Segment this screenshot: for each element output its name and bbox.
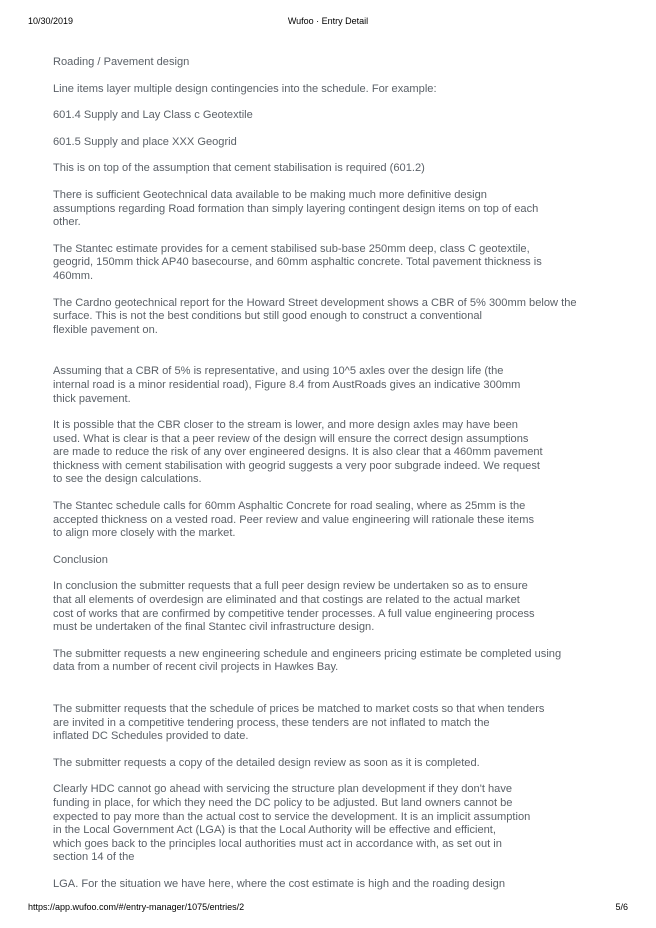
paragraph-line: thick pavement. xyxy=(53,392,131,405)
paragraph-line: are invited in a competitive tendering process, these tenders are not inflated to match the xyxy=(53,716,490,729)
paragraph xyxy=(53,580,603,634)
paragraph-line: The submitter requests that the schedule of prices be matched to market costs so that when tenders xyxy=(53,703,545,715)
section-heading xyxy=(53,554,603,568)
paragraph-line: 601.5 Supply and place XXX Geogrid xyxy=(53,135,237,148)
print-page-title: Wufoo · Entry Detail xyxy=(287,16,369,26)
paragraph-line: Line items layer multiple design contingencies into the schedule. For example: xyxy=(53,82,437,95)
print-page-number: 5/6 xyxy=(615,902,628,912)
paragraph-line: funding in place, for which they need the DC policy to be adjusted. But land owners cannot be xyxy=(53,796,513,809)
paragraph-line: 601.4 Supply and Lay Class c Geotextile xyxy=(53,109,253,122)
paragraph-line: used. What is clear is that a peer review of the design will ensure the correct design assumptions xyxy=(53,432,529,445)
paragraph-line: Conclusion xyxy=(53,553,108,566)
paragraph-line: internal road is a minor residential road), Figure 8.4 from AustRoads gives an indicative 300mm xyxy=(53,378,521,391)
paragraph-line: other. xyxy=(53,216,81,229)
paragraph-line: data from a number of recent civil projects in Hawkes Bay. xyxy=(53,661,339,674)
paragraph-line: There is sufficient Geotechnical data available to be making much more definitive design xyxy=(53,188,487,201)
paragraph-line: In conclusion the submitter requests that a full peer design review be undertaken so as to ensure xyxy=(53,580,528,593)
paragraph-line: that all elements of overdesign are eliminated and that costings are related to the actual market xyxy=(53,594,520,607)
paragraph-line: which goes back to the principles local authorities must act in accordance with, as set out in xyxy=(53,837,502,850)
paragraph-line: Clearly HDC cannot go ahead with servicing the structure plan development if they don't have xyxy=(53,783,513,796)
paragraph-line: section 14 of the xyxy=(53,851,135,864)
paragraph xyxy=(53,648,603,675)
paragraph-line: The submitter requests a copy of the detailed design review as soon as it is completed. xyxy=(53,756,480,769)
paragraph-line: cost of works that are confirmed by competitive tender processes. A full value engineering process xyxy=(53,607,535,620)
paragraph xyxy=(53,136,603,150)
paragraph-line: assumptions regarding Road formation than simply layering contingent design items on top of each xyxy=(53,202,539,215)
paragraph-line: Assuming that a CBR of 5% is representative, and using 10^5 axles over the design life (the xyxy=(53,365,504,378)
paragraph-line: are made to reduce the risk of any over engineered designs. It is also clear that a 460mm pavement xyxy=(53,446,543,459)
paragraph-line: inflated DC Schedules provided to date. xyxy=(53,730,249,743)
paragraph-line: in the Local Government Act (LGA) is that the Local Authority will be effective and efficient, xyxy=(53,824,496,837)
paragraph-line: to see the design calculations. xyxy=(53,473,202,486)
paragraph xyxy=(53,419,603,487)
paragraph xyxy=(53,500,603,541)
paragraph xyxy=(53,56,603,70)
print-date: 10/30/2019 xyxy=(28,16,74,26)
paragraph xyxy=(53,297,603,338)
paragraph xyxy=(53,243,603,284)
paragraph xyxy=(53,189,603,230)
paragraph-line: to align more closely with the market. xyxy=(53,527,236,540)
paragraph xyxy=(53,162,603,176)
paragraph xyxy=(53,703,603,744)
print-url: https://app.wufoo.com/#/entry-manager/1075/entries/2 xyxy=(28,902,245,912)
paragraph-line: surface. This is not the best conditions but still good enough to construct a conventional xyxy=(53,310,483,323)
paragraph-line: LGA. For the situation we have here, where the cost estimate is high and the roading design xyxy=(53,877,506,890)
paragraph xyxy=(53,365,603,406)
paragraph-line: must be undertaken of the final Stantec civil infrastructure design. xyxy=(53,621,375,634)
paragraph xyxy=(53,783,603,865)
paragraph xyxy=(53,83,603,97)
entry-content xyxy=(53,56,603,890)
paragraph-line: The Stantec schedule calls for 60mm Asphaltic Concrete for road sealing, where as 25mm is the xyxy=(53,500,526,513)
paragraph-line: It is possible that the CBR closer to the stream is lower, and more design axles may have been xyxy=(53,419,518,432)
paragraph-line: Roading / Pavement design xyxy=(53,56,190,68)
paragraph xyxy=(53,757,603,771)
paragraph-line: 460mm. xyxy=(53,269,94,282)
paragraph-line: expected to pay more than the actual cost to service the development. It is an implicit assumption xyxy=(53,810,531,823)
paragraph-line: This is on top of the assumption that cement stabilisation is required (601.2) xyxy=(53,162,425,175)
paragraph-line: geogrid, 150mm thick AP40 basecourse, and 60mm asphaltic concrete. Total pavement thickness is xyxy=(53,256,542,269)
paragraph-line: flexible pavement on. xyxy=(53,323,158,336)
paragraph-line: The Stantec estimate provides for a cement stabilised sub-base 250mm deep, class C geotextile, xyxy=(53,242,530,255)
paragraph xyxy=(53,109,603,123)
paragraph-line: The Cardno geotechnical report for the Howard Street development shows a CBR of 5% 300mm below the xyxy=(53,296,577,309)
paragraph xyxy=(53,878,603,892)
paragraph-line: thickness with cement stabilisation with geogrid suggests a very poor subgrade indeed. We request xyxy=(53,459,540,472)
paragraph-line: accepted thickness on a vested road. Peer review and value engineering will rationale these items xyxy=(53,513,535,526)
paragraph-line: The submitter requests a new engineering schedule and engineers pricing estimate be completed using xyxy=(53,647,562,660)
